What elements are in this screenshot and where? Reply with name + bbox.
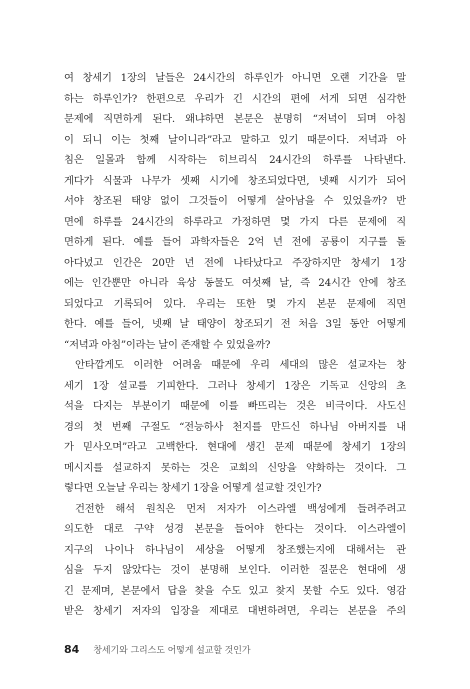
text-line: 세기 1장 설교를 기피한다. 그러나 창세기 1장은 기독교 신앙의 초 xyxy=(64,379,406,392)
text-line: 경의 첫 번째 구절도 “전능하사 천지를 만드신 하나님 아버지를 내 xyxy=(64,420,406,433)
text-line: 하는 하루인가? 한편으로 우리가 긴 시간의 편에 서게 되면 심각한 xyxy=(64,92,406,105)
text-line: 게다가 식물과 나무가 셋째 시기에 창조되었다면, 넷째 시기가 되어 xyxy=(64,174,406,187)
text-line: 긴 문제며, 본문에서 답을 찾을 수도 있고 찾지 못할 수도 있다. 영감 xyxy=(64,584,406,597)
text-line: “저녁과 아침”이라는 날이 존재할 수 있었을까? xyxy=(64,338,271,351)
text-line: 되었다고 기록되어 있다. 우리는 또한 몇 가지 본문 문제에 직면 xyxy=(64,297,406,310)
text-line: 면에 하루를 24시간의 하루라고 가정하면 몇 가지 다른 문제에 직 xyxy=(64,215,406,228)
text-line: 아다녔고 인간은 20만 년 전에 나타났다고 주장하지만 창세기 1장 xyxy=(64,256,406,269)
text-line: 서야 창조된 태양 없이 그것들이 어떻게 살아남을 수 있었을까? 반 xyxy=(64,195,406,207)
paragraph-1 xyxy=(64,68,406,355)
text-line: 의도한 대로 구약 성경 본문을 들어야 한다는 것이다. 이스라엘이 xyxy=(64,523,406,535)
text-line: 안타깝게도 이러한 어려움 때문에 우리 세대의 많은 설교자는 창 xyxy=(75,359,406,371)
paragraph-3 xyxy=(64,499,406,622)
text-line: 심을 두지 않았다는 것이 분명해 보인다. 이러한 질문은 현대에 생 xyxy=(64,564,406,576)
text-line: 한다. 예를 들어, 넷째 날 태양이 창조되기 전 처음 3일 동안 어떻게 xyxy=(64,318,406,330)
text-line: 렇다면 오늘날 우리는 창세기 1장을 어떻게 설교할 것인가? xyxy=(64,482,322,494)
text-line: 침은 일몰과 함께 시작하는 히브리식 24시간의 하루를 나타낸다. xyxy=(64,154,406,166)
text-line: 받은 창세기 저자의 입장을 제대로 대변하려면, 우리는 본문을 주의 xyxy=(64,605,406,617)
text-line: 메시지를 설교하지 못하는 것은 교회의 신앙을 약화하는 것이다. 그 xyxy=(64,461,406,474)
page-number: 84 xyxy=(64,642,80,656)
text-line: 석을 다지는 부분이기 때문에 이를 빠뜨리는 것은 비극이다. 사도신 xyxy=(64,400,406,412)
text-line: 건전한 해석 원칙은 먼저 저자가 이스라엘 백성에게 들려주려고 xyxy=(75,502,406,515)
paragraph-2 xyxy=(64,355,406,499)
text-line: 면하게 된다. 예를 들어 과학자들은 2억 년 전에 공룡이 지구를 돌 xyxy=(64,236,406,248)
text-line: 여 창세기 1장의 날들은 24시간의 하루인가 아니면 오랜 기간을 말 xyxy=(64,72,406,84)
running-title: 창세기와 그리스도 어떻게 설교할 것인가 xyxy=(93,645,251,656)
page-footer xyxy=(64,640,250,658)
text-line: 가 믿사오며”라고 고백한다. 현대에 생긴 문제 때문에 창세기 1장의 xyxy=(64,441,406,453)
text-line: 문제에 직면하게 된다. 왜냐하면 본문은 분명히 “저녁이 되며 아침 xyxy=(64,113,406,125)
text-line: 이 되니 이는 첫째 날이니라”라고 말하고 있기 때문이다. 저녁과 아 xyxy=(64,133,406,146)
text-line: 에는 인간뿐만 아니라 육상 동물도 여섯째 날, 즉 24시간 안에 창조 xyxy=(64,277,406,289)
body-text xyxy=(64,68,406,622)
text-line: 지구의 나이나 하나님이 세상을 어떻게 창조했는지에 대해서는 관 xyxy=(64,543,406,556)
